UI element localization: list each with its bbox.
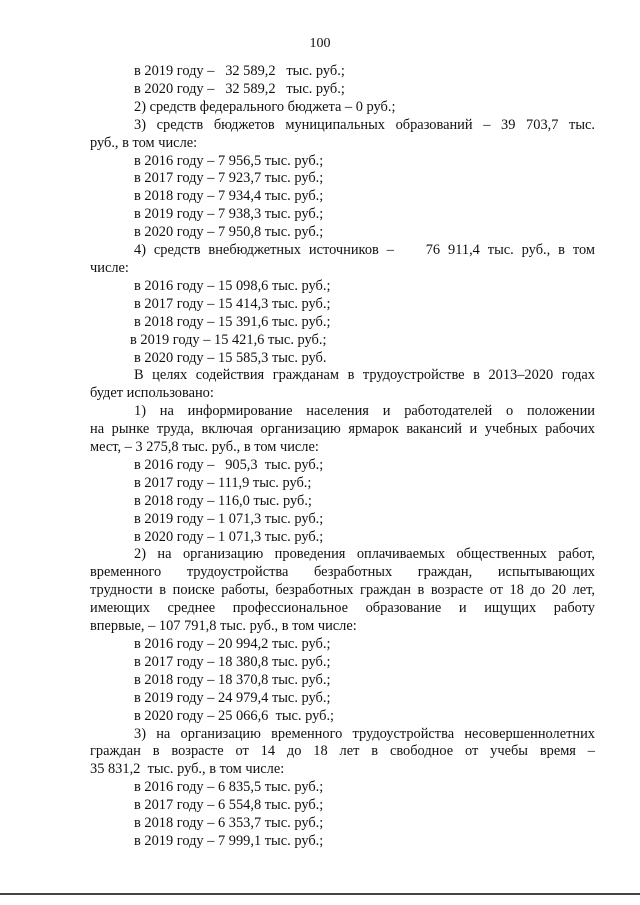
text-line: мест, – 3 275,8 тыс. руб., в том числе:	[90, 439, 319, 456]
text-line: в 2019 году – 7 938,3 тыс. руб.;	[134, 206, 324, 223]
text-line: в 2016 году – 905,3 тыс. руб.;	[134, 456, 324, 473]
text-line: в 2019 году – 24 979,4 тыс. руб.;	[134, 689, 331, 706]
text-line: будет использовано:	[90, 385, 214, 402]
text-line: в 2017 году – 6 554,8 тыс. руб.;	[134, 797, 324, 814]
text-line: в 2016 году – 15 098,6 тыс. руб.;	[134, 277, 331, 294]
text-line: В целях содействия гражданам в трудоустройстве в 2013–2020 годах	[134, 367, 595, 384]
text-line: в 2020 году – 32 589,2 тыс. руб.;	[134, 80, 345, 97]
text-line: 1) на информирование населения и работодателей о положении	[134, 403, 595, 420]
text-line: имеющих среднее профессиональное образование и ищущих работу	[90, 600, 595, 617]
text-line: 2) средств федерального бюджета – 0 руб.;	[134, 98, 396, 115]
text-line: в 2018 году – 116,0 тыс. руб.;	[134, 492, 312, 509]
text-line: в 2016 году – 6 835,5 тыс. руб.;	[134, 779, 324, 796]
text-line: 35 831,2 тыс. руб., в том числе:	[90, 761, 285, 778]
text-line: в 2020 году – 25 066,6 тыс. руб.;	[134, 707, 335, 724]
text-line: в 2019 году – 32 589,2 тыс. руб.;	[134, 63, 345, 79]
text-line: 3) на организацию временного трудоустройства несовершеннолетних	[134, 725, 595, 742]
text-line: в 2018 году – 6 353,7 тыс. руб.;	[134, 815, 324, 832]
text-line: в 2017 году – 7 923,7 тыс. руб.;	[134, 170, 324, 187]
text-line: на рынке труда, включая организацию ярмарок вакансий и учебных рабочих	[90, 421, 595, 438]
text-line: в 2017 году – 15 414,3 тыс. руб.;	[134, 295, 331, 312]
text-line: 4) средств внебюджетных источников – 76 911,4 тыс. руб., в том	[134, 242, 595, 259]
text-line: руб., в том числе:	[90, 134, 198, 151]
text-line: в 2016 году – 7 956,5 тыс. руб.;	[134, 152, 324, 169]
text-line: в 2018 году – 18 370,8 тыс. руб.;	[134, 671, 331, 688]
text-line: в 2016 году – 20 994,2 тыс. руб.;	[134, 636, 331, 652]
bottom-divider	[0, 893, 640, 895]
text-line: граждан в возрасте от 14 до 18 лет в свободное от учебы время –	[90, 743, 595, 760]
text-line: в 2019 году – 15 421,6 тыс. руб.;	[130, 331, 327, 348]
text-line: в 2017 году – 18 380,8 тыс. руб.;	[134, 653, 331, 670]
text-line: 3) средств бюджетов муниципальных образований – 39 703,7 тыс.	[134, 116, 595, 133]
text-line: 2) на организацию проведения оплачиваемых общественных работ,	[134, 546, 595, 563]
text-line: в 2020 году – 7 950,8 тыс. руб.;	[134, 224, 324, 241]
text-line: в 2018 году – 15 391,6 тыс. руб.;	[134, 313, 331, 330]
text-line: в 2020 году – 15 585,3 тыс. руб.	[134, 349, 327, 366]
text-line: в 2019 году – 7 999,1 тыс. руб.;	[134, 832, 324, 849]
text-line: в 2018 году – 7 934,4 тыс. руб.;	[134, 188, 324, 205]
text-line: числе:	[90, 259, 129, 276]
document-body	[90, 63, 595, 851]
page-number: 100	[309, 36, 331, 51]
text-line: трудности в поиске работы, безработных граждан в возрасте от 18 до 20 лет,	[90, 582, 595, 599]
text-line: в 2017 году – 111,9 тыс. руб.;	[134, 474, 312, 491]
text-line: впервые, – 107 791,8 тыс. руб., в том числе:	[90, 618, 357, 635]
text-line: временного трудоустройства безработных граждан, испытывающих	[90, 564, 595, 581]
text-line: в 2020 году – 1 071,3 тыс. руб.;	[134, 528, 324, 545]
text-line: в 2019 году – 1 071,3 тыс. руб.;	[134, 510, 324, 527]
